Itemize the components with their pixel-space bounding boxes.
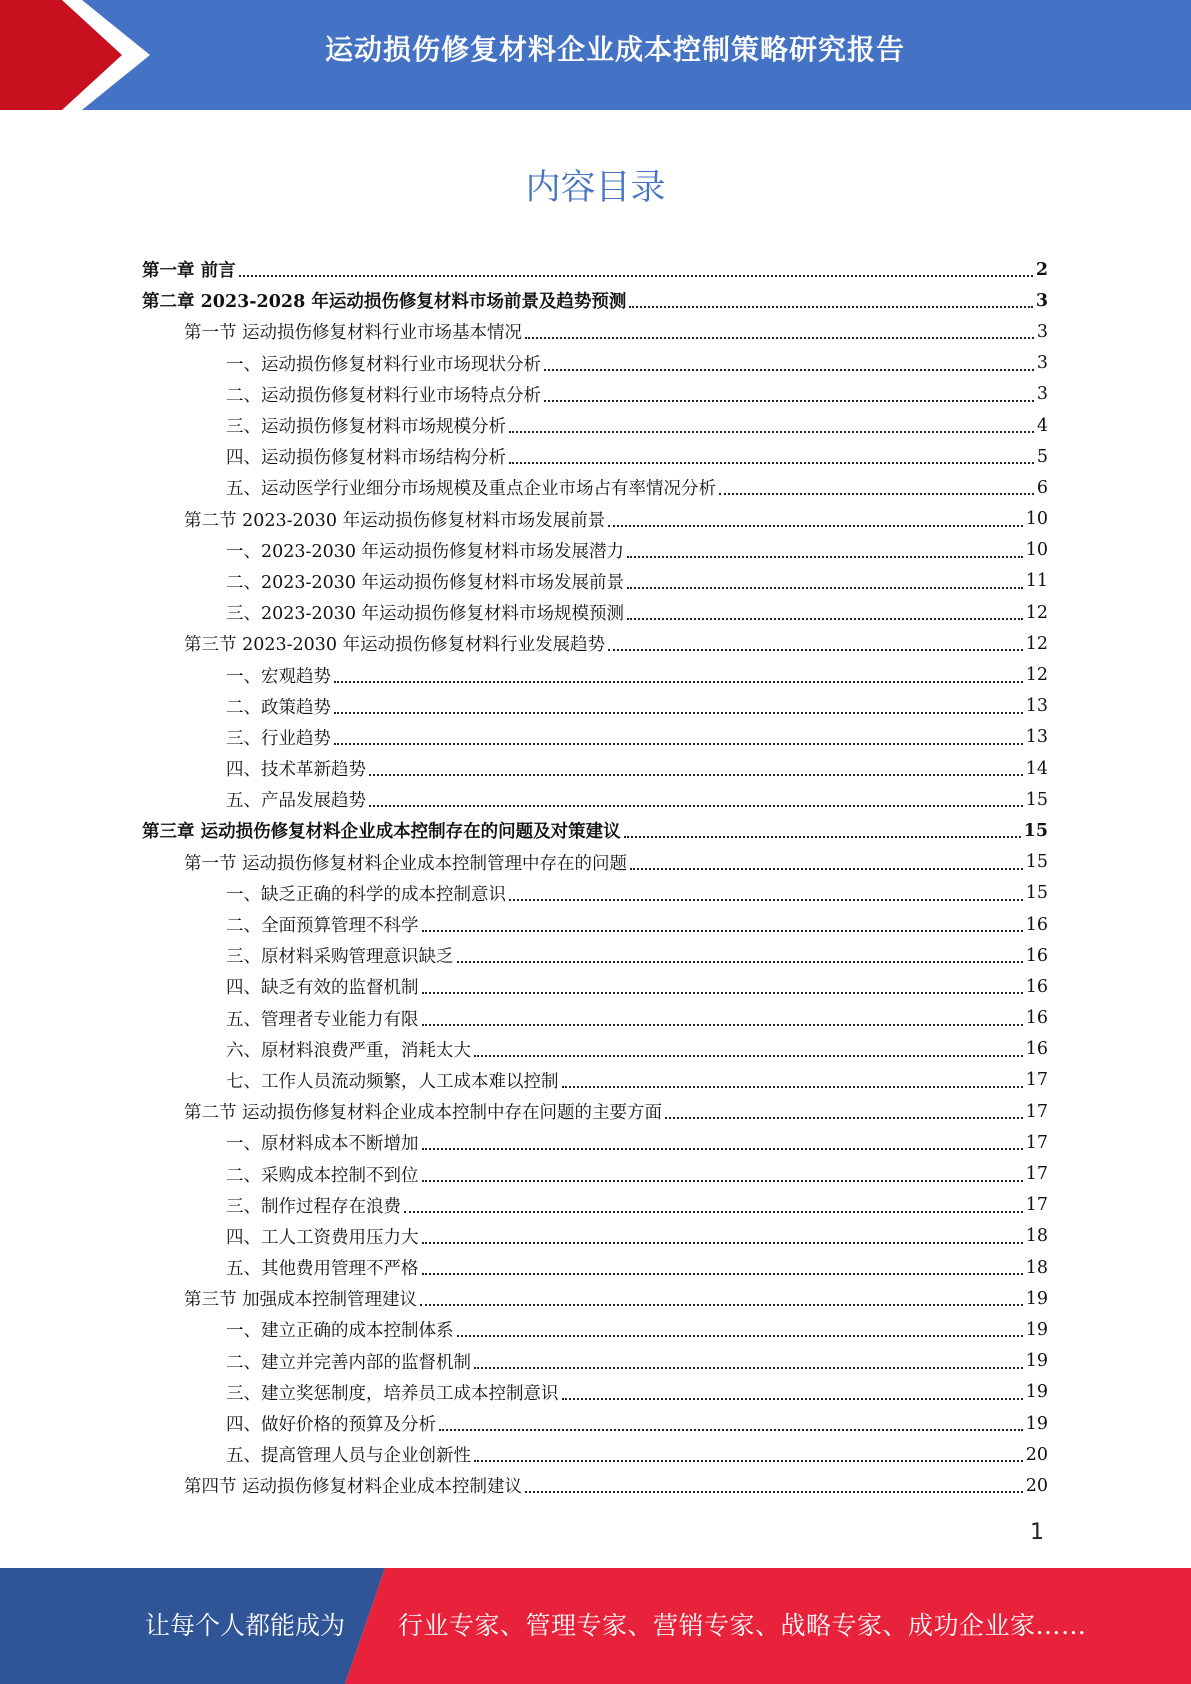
toc-entry-page: 16 xyxy=(1025,976,1048,997)
toc-dot-leader xyxy=(627,555,1023,558)
page-number: 1 xyxy=(1030,1520,1044,1545)
toc-entry-title: 三、2023-2030 年运动损伤修复材料市场规模预测 xyxy=(226,604,625,625)
toc-entry[interactable] xyxy=(142,597,1048,628)
toc-entry-title: 一、宏观趋势 xyxy=(226,666,331,687)
toc-entry-title: 第二章 2023-2028 年运动损伤修复材料市场前景及趋势预测 xyxy=(142,292,627,313)
toc-dot-leader xyxy=(422,991,1023,994)
toc-entry-page: 17 xyxy=(1025,1101,1048,1122)
toc-entry[interactable] xyxy=(142,1314,1048,1345)
footer-banner xyxy=(0,1568,1191,1684)
toc-entry[interactable] xyxy=(142,1065,1048,1096)
toc-entry[interactable] xyxy=(142,1158,1048,1189)
toc-entry-page: 19 xyxy=(1025,1319,1048,1340)
toc-entry[interactable] xyxy=(142,1377,1048,1408)
toc-dot-leader xyxy=(509,430,1034,433)
toc-entry-title: 四、运动损伤修复材料市场结构分析 xyxy=(226,448,506,469)
toc-dot-leader xyxy=(544,368,1034,371)
toc-entry[interactable] xyxy=(142,847,1048,878)
toc-entry[interactable] xyxy=(142,1034,1048,1065)
toc-dot-leader xyxy=(544,399,1034,402)
toc-entry-page: 13 xyxy=(1025,696,1048,717)
toc-entry[interactable] xyxy=(142,1408,1048,1439)
toc-dot-leader xyxy=(630,867,1023,870)
toc-entry[interactable] xyxy=(142,628,1048,659)
toc-entry-page: 3 xyxy=(1036,384,1048,405)
toc-entry-page: 16 xyxy=(1025,1008,1048,1029)
toc-entry-title: 三、行业趋势 xyxy=(226,728,331,749)
toc-entry-title: 二、全面预算管理不科学 xyxy=(226,916,419,937)
toc-entry[interactable] xyxy=(142,441,1048,472)
toc-entry-page: 16 xyxy=(1025,914,1048,935)
toc-entry-page: 10 xyxy=(1025,540,1048,561)
toc-entry-page: 6 xyxy=(1036,477,1048,498)
toc-entry-page: 14 xyxy=(1025,758,1048,779)
toc-entry-page: 3 xyxy=(1036,321,1048,342)
toc-entry[interactable] xyxy=(142,535,1048,566)
toc-entry-page: 18 xyxy=(1025,1226,1048,1247)
toc-entry-page: 11 xyxy=(1025,571,1048,592)
footer-slogan-left: 让每个人都能成为 xyxy=(145,1611,346,1640)
toc-entry-title: 第三节 加强成本控制管理建议 xyxy=(184,1290,418,1311)
toc-entry[interactable] xyxy=(142,1470,1048,1501)
toc-entry[interactable] xyxy=(142,1190,1048,1221)
toc-entry-page: 16 xyxy=(1025,945,1048,966)
toc-entry-title: 二、建立并完善内部的监督机制 xyxy=(226,1352,471,1373)
toc-entry-page: 20 xyxy=(1025,1475,1048,1496)
toc-entry-title: 七、工作人员流动频繁，人工成本难以控制 xyxy=(226,1071,559,1092)
toc-entry-title: 第三章 运动损伤修复材料企业成本控制存在的问题及对策建议 xyxy=(142,822,621,843)
toc-entry-page: 15 xyxy=(1025,883,1048,904)
toc-entry[interactable] xyxy=(142,909,1048,940)
toc-dot-leader xyxy=(420,1303,1023,1306)
toc-dot-leader xyxy=(334,742,1023,745)
toc-dot-leader xyxy=(562,1397,1023,1400)
toc-dot-leader xyxy=(665,1116,1023,1119)
toc-dot-leader xyxy=(474,1366,1023,1369)
toc-entry[interactable] xyxy=(142,504,1048,535)
toc-entry-title: 四、技术革新趋势 xyxy=(226,760,366,781)
header-red-chevron xyxy=(0,0,150,110)
toc-entry[interactable] xyxy=(142,316,1048,347)
toc-entry-title: 第一节 运动损伤修复材料企业成本控制管理中存在的问题 xyxy=(184,853,628,874)
toc-entry-title: 一、2023-2030 年运动损伤修复材料市场发展潜力 xyxy=(226,541,625,562)
toc-entry-title: 五、其他费用管理不严格 xyxy=(226,1259,419,1280)
toc-entry[interactable] xyxy=(142,1127,1048,1158)
toc-entry-title: 二、采购成本控制不到位 xyxy=(226,1165,419,1186)
toc-entry-page: 19 xyxy=(1025,1413,1048,1434)
toc-entry-page: 3 xyxy=(1036,353,1048,374)
toc-entry-title: 三、建立奖惩制度，培养员工成本控制意识 xyxy=(226,1383,559,1404)
toc-dot-leader xyxy=(474,1054,1023,1057)
header-banner xyxy=(0,0,1191,110)
toc-entry-title: 五、管理者专业能力有限 xyxy=(226,1009,419,1030)
toc-entry-title: 四、缺乏有效的监督机制 xyxy=(226,978,419,999)
toc-dot-leader xyxy=(404,1210,1023,1213)
footer-slogan-right: 行业专家、管理专家、营销专家、战略专家、成功企业家…… xyxy=(398,1611,1087,1640)
toc-dot-leader xyxy=(422,1023,1023,1026)
toc-dot-leader xyxy=(439,1428,1023,1431)
toc-entry-page: 5 xyxy=(1036,446,1048,467)
toc-entry-title: 二、政策趋势 xyxy=(226,697,331,718)
toc-entry-page: 19 xyxy=(1025,1288,1048,1309)
toc-entry[interactable] xyxy=(142,784,1048,815)
toc-dot-leader xyxy=(422,1241,1023,1244)
toc-entry-page: 15 xyxy=(1023,820,1048,841)
toc-entry-title: 四、工人工资费用压力大 xyxy=(226,1227,419,1248)
toc-entry[interactable] xyxy=(142,691,1048,722)
toc-entry-title: 三、制作过程存在浪费 xyxy=(226,1196,401,1217)
toc-entry-page: 12 xyxy=(1025,602,1048,623)
toc-entry-title: 第四节 运动损伤修复材料企业成本控制建议 xyxy=(184,1477,523,1498)
toc-entry[interactable] xyxy=(142,379,1048,410)
toc-entry[interactable] xyxy=(142,722,1048,753)
toc-entry[interactable] xyxy=(142,1096,1048,1127)
toc-entry-page: 17 xyxy=(1025,1070,1048,1091)
toc-entry-page: 17 xyxy=(1025,1132,1048,1153)
toc-entry-page: 13 xyxy=(1025,727,1048,748)
toc-entry[interactable] xyxy=(142,472,1048,503)
toc-dot-leader xyxy=(422,1147,1023,1150)
toc-entry-title: 一、缺乏正确的科学的成本控制意识 xyxy=(226,884,506,905)
toc-entry[interactable] xyxy=(142,1003,1048,1034)
toc-entry-page: 10 xyxy=(1025,509,1048,530)
toc-entry[interactable] xyxy=(142,971,1048,1002)
toc-heading: 内容目录 xyxy=(525,168,666,208)
toc-entry-page: 12 xyxy=(1025,665,1048,686)
toc-dot-leader xyxy=(624,835,1021,838)
toc-dot-leader xyxy=(719,492,1034,495)
toc-dot-leader xyxy=(334,711,1023,714)
toc-dot-leader xyxy=(457,960,1023,963)
toc-dot-leader xyxy=(239,274,1033,277)
toc-dot-leader xyxy=(422,1179,1023,1182)
toc-dot-leader xyxy=(608,524,1023,527)
toc-entry[interactable] xyxy=(142,1439,1048,1470)
toc-entry-page: 17 xyxy=(1025,1164,1048,1185)
toc-entry[interactable] xyxy=(142,878,1048,909)
toc-entry-title: 一、运动损伤修复材料行业市场现状分析 xyxy=(226,354,541,375)
toc-dot-leader xyxy=(422,929,1023,932)
toc-entry[interactable] xyxy=(142,566,1048,597)
toc-dot-leader xyxy=(525,1490,1023,1493)
toc-entry-title: 第一章 前言 xyxy=(142,261,236,282)
toc-entry-title: 五、产品发展趋势 xyxy=(226,791,366,812)
toc-entry-page: 2 xyxy=(1035,259,1048,280)
toc-dot-leader xyxy=(629,305,1032,308)
toc-dot-leader xyxy=(525,336,1034,339)
toc-entry-page: 19 xyxy=(1025,1382,1048,1403)
toc-entry-title: 一、原材料成本不断增加 xyxy=(226,1134,419,1155)
toc-dot-leader xyxy=(474,1459,1023,1462)
toc-entry[interactable] xyxy=(142,1221,1048,1252)
report-title: 运动损伤修复材料企业成本控制策略研究报告 xyxy=(324,33,905,66)
toc-entry-page: 15 xyxy=(1025,852,1048,873)
toc-entry-title: 第一节 运动损伤修复材料行业市场基本情况 xyxy=(184,323,523,344)
toc-entry[interactable] xyxy=(142,1252,1048,1283)
toc-dot-leader xyxy=(369,773,1023,776)
toc-entry-title: 二、运动损伤修复材料行业市场特点分析 xyxy=(226,385,541,406)
toc-entry-title: 五、运动医学行业细分市场规模及重点企业市场占有率情况分析 xyxy=(226,479,716,500)
toc-dot-leader xyxy=(422,1272,1023,1275)
toc-dot-leader xyxy=(627,617,1023,620)
toc-entry-page: 15 xyxy=(1025,789,1048,810)
toc-entry[interactable] xyxy=(142,285,1048,316)
toc-entry-title: 第二节 运动损伤修复材料企业成本控制中存在问题的主要方面 xyxy=(184,1103,663,1124)
toc-entry-title: 一、建立正确的成本控制体系 xyxy=(226,1321,454,1342)
toc-dot-leader xyxy=(457,1334,1023,1337)
toc-entry[interactable] xyxy=(142,1346,1048,1377)
toc-entry[interactable] xyxy=(142,753,1048,784)
toc-entry[interactable] xyxy=(142,348,1048,379)
toc-entry[interactable] xyxy=(142,815,1048,846)
toc-entry[interactable] xyxy=(142,940,1048,971)
toc-entry-title: 五、提高管理人员与企业创新性 xyxy=(226,1446,471,1467)
toc-entry-title: 三、运动损伤修复材料市场规模分析 xyxy=(226,417,506,438)
table-of-contents xyxy=(142,254,1048,1502)
toc-entry[interactable] xyxy=(142,410,1048,441)
toc-entry-page: 3 xyxy=(1035,290,1048,311)
toc-entry[interactable] xyxy=(142,1283,1048,1314)
toc-entry-title: 第二节 2023-2030 年运动损伤修复材料市场发展前景 xyxy=(184,510,606,531)
toc-dot-leader xyxy=(334,680,1023,683)
toc-entry-page: 19 xyxy=(1025,1351,1048,1372)
toc-entry-title: 六、原材料浪费严重，消耗太大 xyxy=(226,1040,471,1061)
toc-dot-leader xyxy=(608,648,1023,651)
toc-entry-title: 四、做好价格的预算及分析 xyxy=(226,1415,436,1436)
toc-dot-leader xyxy=(509,898,1023,901)
toc-dot-leader xyxy=(562,1085,1023,1088)
toc-dot-leader xyxy=(509,461,1034,464)
toc-dot-leader xyxy=(627,586,1023,589)
toc-entry-page: 20 xyxy=(1025,1444,1048,1465)
toc-entry[interactable] xyxy=(142,659,1048,690)
toc-entry-page: 17 xyxy=(1025,1195,1048,1216)
toc-dot-leader xyxy=(369,804,1023,807)
toc-entry-page: 18 xyxy=(1025,1257,1048,1278)
toc-entry-title: 二、2023-2030 年运动损伤修复材料市场发展前景 xyxy=(226,572,625,593)
toc-entry-page: 16 xyxy=(1025,1039,1048,1060)
toc-entry-title: 三、原材料采购管理意识缺乏 xyxy=(226,947,454,968)
toc-entry-page: 4 xyxy=(1036,415,1048,436)
toc-entry-page: 12 xyxy=(1025,633,1048,654)
toc-entry-title: 第三节 2023-2030 年运动损伤修复材料行业发展趋势 xyxy=(184,635,606,656)
toc-entry[interactable] xyxy=(142,254,1048,285)
